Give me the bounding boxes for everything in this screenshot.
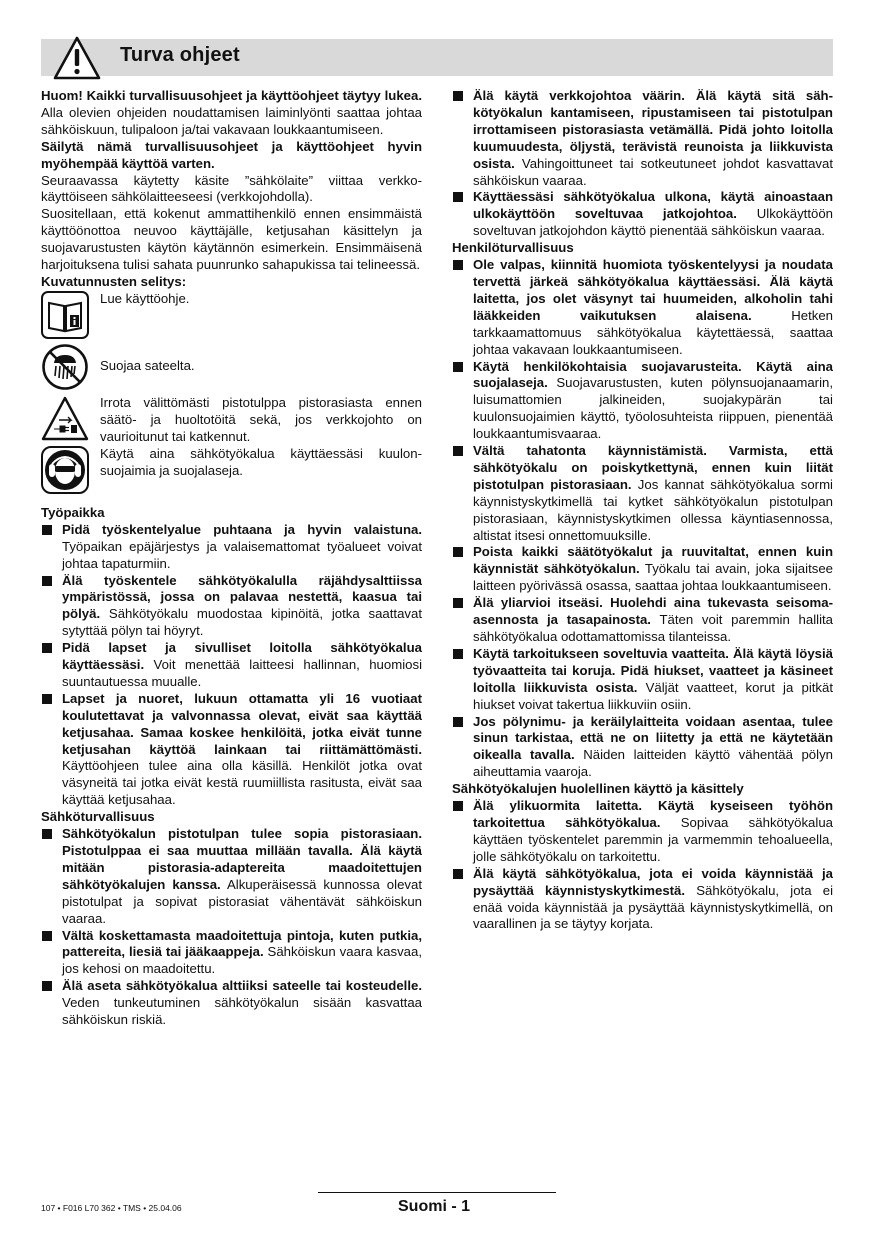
list-item: Älä työskentele sähkötyökalulla räjähdysalttiissa ympäristössä, jossa on palavaa nestettä, kaasua tai pölyä. Sähkötyökalu muodostaa kipinöitä, jotka saattavat sytyttää pölyn tai höyryt. xyxy=(41,573,422,641)
intro-paragraph: Säilytä nämä turvallisuusohjeet ja käyttöohjeet hyvin myöhempää käyttöä varten. xyxy=(41,138,422,171)
intro-section xyxy=(41,88,422,274)
no-rain-icon xyxy=(41,343,89,391)
list-item: Lapset ja nuoret, lukuun ottamatta yli 16 vuotiaat koulutettavat ja valvonnassa olevat, eivät saa käyttää ketjusahaa. Samaa koskee henkilöitä, jotka eivät tunne ketjusahan käyttöä lainkaan tai riittämättömästi. Käyttöohjeen tulee aina olla käsillä. Henkilöt jotka ovat väsyneitä tai jotka eivät kestä ruumiillista rasitusta, eivät saa käyttää ketjusahaa. xyxy=(41,691,422,809)
list-item: Käyttäessäsi sähkötyökalua ulkona, käytä ainoastaan ulkokäyttöön soveltuvaa jatkojohtoa. Ulkokäyttöön soveltuvan jatkojohdon käyttö pienentää sähköiskun vaaraa. xyxy=(452,189,833,240)
list-item: Ole valpas, kiinnitä huomiota työskentelyysi ja noudata tervettä järkeä sähkötyökalua käyttäessäsi. Älä käytä laitetta, jos olet väsynyt tai huumeiden, alkoholin tahi lääkkeiden vaikutuksen alaisena. Hetken tarkkaamattomuus sähkötyökalua käytettäessä, saattaa johtaa vakavaan loukkaantumiseen. xyxy=(452,257,833,358)
page-title: Turva ohjeet xyxy=(120,44,240,66)
symbol-row-protection xyxy=(41,446,422,500)
electrical-list xyxy=(41,826,422,1029)
intro-paragraph: Huom! Kaikki turvallisuusohjeet ja käyttöohjeet täytyy lukea. Alla olevien ohjeiden noudattamisen laiminlyönti saattaa johtaa sähköiskuun, tulipaloon ja/tai vakavaan loukkaantumiseen. xyxy=(41,88,422,137)
intro-paragraph: Suositellaan, että kokenut ammattihenkilö ennen ensimmäistä käyttöönottoa neuvoo käyttäjälle, ketjusahan käsittelyn ja suojavarustusten käytön käytännön esimerkein. Ensimmäisenä harjoituksena tulisi sahata puunrunko sahapukissa tai telineessä. xyxy=(41,206,422,273)
symbol-row-manual xyxy=(41,291,422,343)
list-item: Älä yliarvioi itseäsi. Huolehdi aina tukevasta seisoma-asennosta ja tasapainosta. Täten voit paremmin hallita sähkötyökalua odottamattomissa tilanteissa. xyxy=(452,595,833,646)
symbol-row-rain xyxy=(41,343,422,395)
list-item: Jos pölynimu- ja keräilylaitteita voidaan asentaa, tulee sinun tarkistaa, että ne on liitetty ja että ne käytetään oikealla tavalla. Näiden laitteiden käyttö vähentää pölyn aiheuttamia vaaroja. xyxy=(452,714,833,782)
symbol-text: Käytä aina sähkötyökalua käyttäessäsi kuulonsuojaimia ja suojalaseja. xyxy=(100,445,422,478)
electrical-list-continued xyxy=(452,88,833,240)
symbol-text: Lue käyttöohje. xyxy=(100,290,190,306)
warning-triangle-icon xyxy=(53,36,101,80)
list-item: Käytä henkilökohtaisia suojavarusteita. Käytä aina suojalaseja. Suojavarustusten, kuten pölynsuojanaamarin, luisumattomien jalkineiden, suojakypärän tai kuulonsuojaimien käyttö, työolosuhteista riippuen, pienentää loukkaantumisvaaraa. xyxy=(452,359,833,444)
list-item: Älä aseta sähkötyökalua alttiiksi sateelle tai kosteudelle. Veden tunkeutuminen sähkötyökalun sisään kasvattaa sähköiskun riskiä. xyxy=(41,978,422,1029)
list-item: Sähkötyökalun pistotulpan tulee sopia pistorasiaan. Pistotulppaa ei saa muuttaa millään tavalla. Älä käytä mitään pistorasia-adaptereita maadoitettujen sähkötyökalujen kanssa. Alkuperäisessä kunnossa olevat pistotulpat ja sopivat pistorasiat vähentävät sähköiskun vaaraa. xyxy=(41,826,422,927)
list-item: Käytä tarkoitukseen soveltuvia vaatteita. Älä käytä löysiä työvaatteita tai koruja. Pidä hiukset, vaatteet ja käsineet loitolla liikkuvista osista. Väljät vaatteet, korut ja pitkät hiukset voivat takertua liikkuviin osiin. xyxy=(452,646,833,714)
footer-divider xyxy=(318,1192,556,1193)
personal-safety-heading: Henkilöturvallisuus xyxy=(452,240,574,256)
list-item: Poista kaikki säätötyökalut ja ruuvitaltat, ennen kuin käynnistät sähkötyökalun. Työkalu tai avain, joka sijaitsee laitteen pyörivässä osassa, saattaa johtaa loukkaantumiseen. xyxy=(452,544,833,595)
list-item: Vältä koskettamasta maadoitettuja pintoja, kuten putkia, pattereita, liesiä tai jääkaappeja. Sähköiskun vaara kasvaa, jos kehosi on maadoitettu. xyxy=(41,928,422,979)
unplug-icon xyxy=(41,395,89,443)
electrical-heading: Sähköturvallisuus xyxy=(41,809,155,825)
symbol-row-unplug xyxy=(41,395,422,446)
ear-eye-protection-icon xyxy=(41,446,89,494)
workplace-list xyxy=(41,522,422,809)
symbol-text: Suojaa sateelta. xyxy=(100,357,195,373)
list-item: Pidä työskentelyalue puhtaana ja hyvin valaistuna. Työpaikan epäjärjestys ja valaisemattomat työalueet voivat johtaa tapaturmiin. xyxy=(41,522,422,573)
list-item: Älä ylikuormita laitetta. Käytä kyseiseen työhön tarkoitettua sähkötyökalua. Sopivaa sähkötyökalua käyttäen työskentelet paremmin ja varmemmin tehoalueella, jolle sähkötyökalu on tarkoitettu. xyxy=(452,798,833,866)
intro-paragraph: Seuraavassa käytetty käsite ”sähkölaite” viittaa verkkokäyttöiseen sähkölaitteeseesi (verkkojohdolla). xyxy=(41,172,422,205)
list-item: Älä käytä sähkötyökalua, jota ei voida käynnistää ja pysäyttää käynnistyskytkimestä. Sähkötyökalu, jota ei enää voida käynnistää ja pysäyttää käynnistyskytkimellä, on vaarallinen ja se täytyy korjata. xyxy=(452,866,833,934)
list-item: Pidä lapset ja sivulliset loitolla sähkötyökalua käyttäessäsi. Voit menettää laitteesi hallinnan, huomiosi suuntautuessa muualle. xyxy=(41,640,422,691)
tool-care-heading: Sähkötyökalujen huolellinen käyttö ja käsittely xyxy=(452,781,744,797)
symbol-text: Irrota välittömästi pistotulppa pistorasiasta ennen säätö- ja huoltotöitä sekä, jos verkkojohto on vaurioitunut tai katkennut. xyxy=(100,394,422,444)
left-column xyxy=(41,88,422,1029)
symbols-heading: Kuvatunnusten selitys: xyxy=(41,273,187,289)
list-item: Vältä tahatonta käynnistämistä. Varmista, että sähkötyökalu on poiskytkettynä, ennen kuin liität pistotulpan pistorasiaan. Jos kannat sähkötyökalua sormi käynnistyskytkimellä tai kytket sähkötyökalun pistotulpan pistorasiaan, käynnistyskytkimen ollessa käyntiasennossa, altistat itsesi onnettomuuksille. xyxy=(452,443,833,544)
right-column xyxy=(452,88,833,933)
tool-care-list xyxy=(452,798,833,933)
document-code: 107 • F016 L70 362 • TMS • 25.04.06 xyxy=(41,1203,182,1213)
page-number: Suomi - 1 xyxy=(398,1198,471,1215)
list-item: Älä käytä verkkojohtoa väärin. Älä käytä sitä sähkötyökalun kantamiseen, ripustamiseen tai pistotulpan irrottamiseen pistorasiasta vetämällä. Pidä johto loitolla kuumuudesta, öljystä, terävistä reunoista ja liikkuvista osista. Vahingoittuneet tai sotkeutuneet johdot kasvattavat sähköiskun vaaraa. xyxy=(452,88,833,189)
personal-safety-list xyxy=(452,257,833,781)
manual-icon xyxy=(41,291,89,339)
workplace-heading: Työpaikka xyxy=(41,504,105,520)
